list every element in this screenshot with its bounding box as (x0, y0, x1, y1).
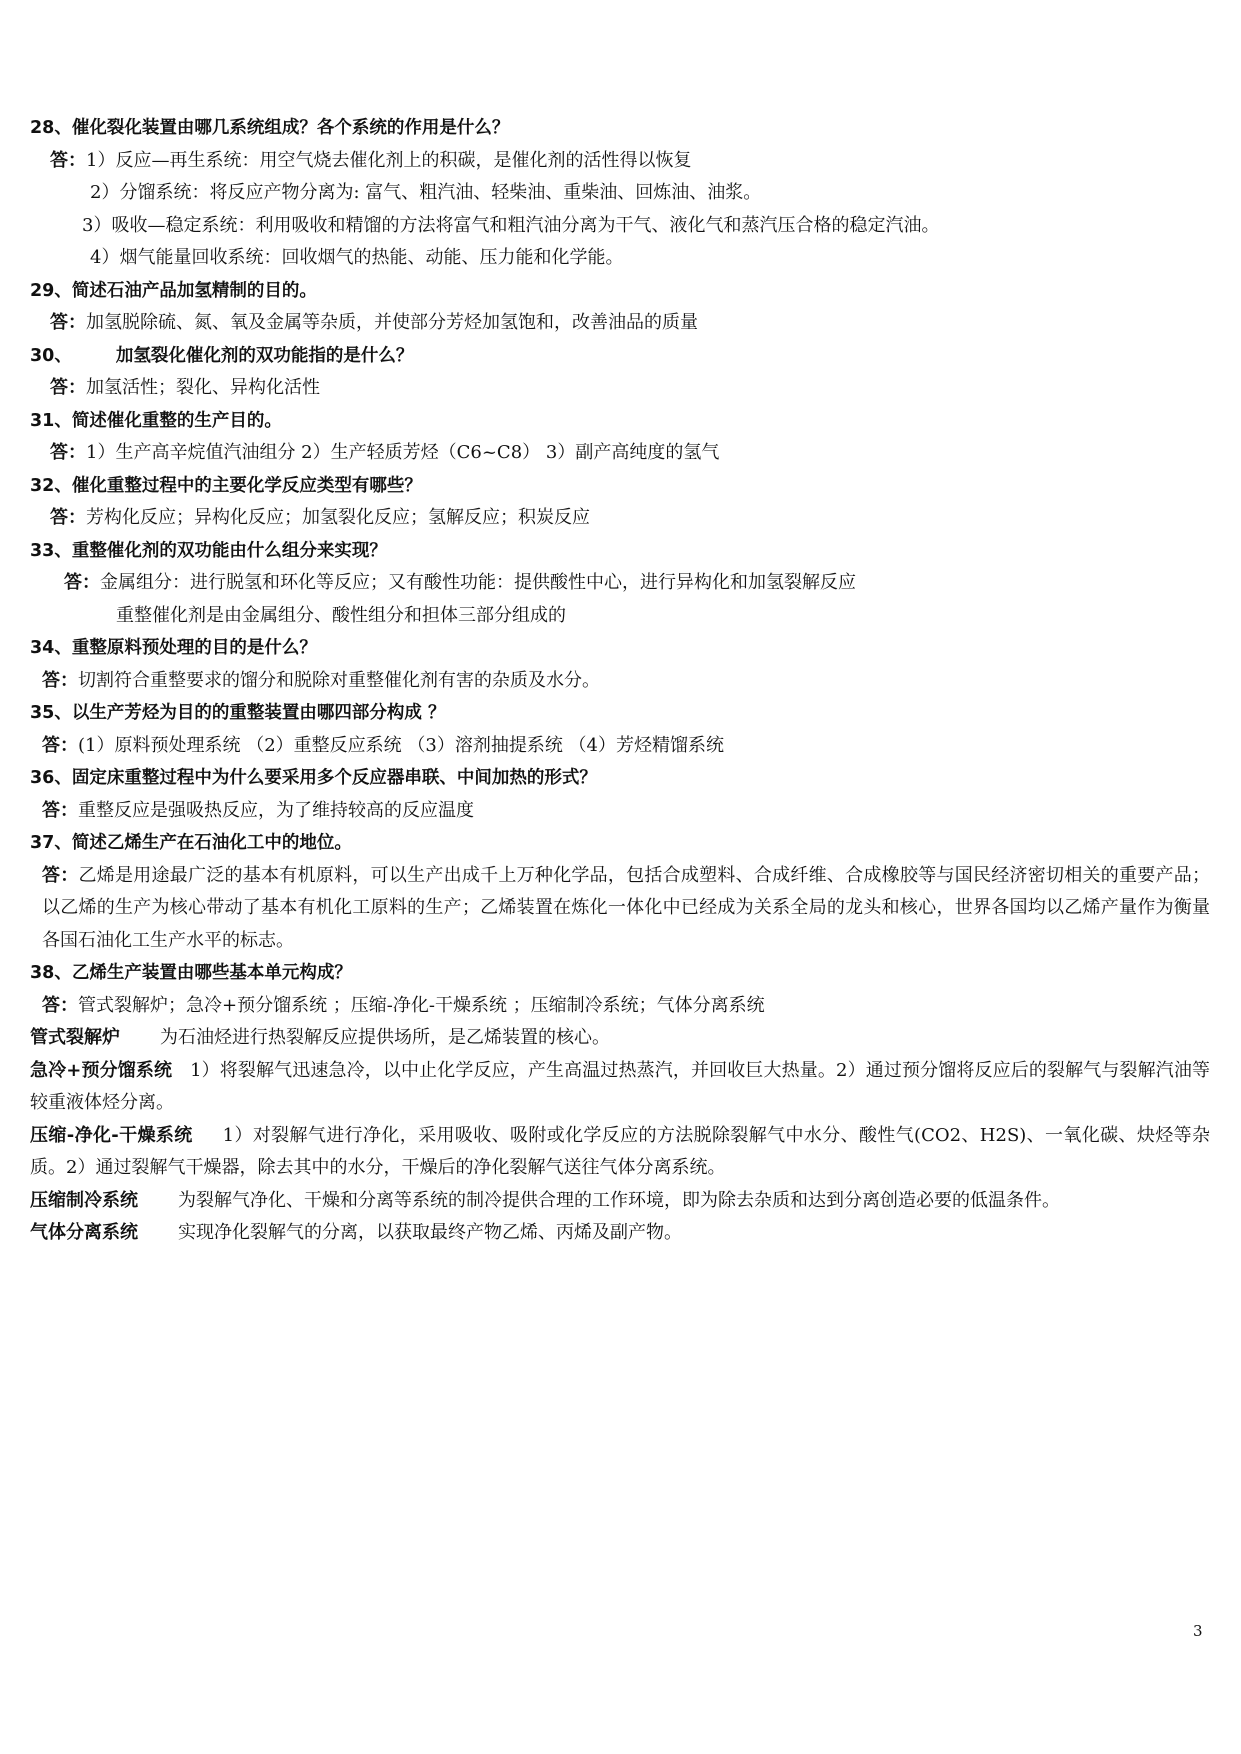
answer-28-line-3: 3）吸收—稳定系统：利用吸收和精馏的方法将富气和粗汽油分离为干气、液化气和蒸汽压合格的稳定汽油。 (82, 214, 940, 236)
answer-text: 1）生产高辛烷值汽油组分 2）生产轻质芳烃（C6~C8） 3）副产高纯度的氢气 (86, 442, 720, 463)
question-33: 33、重整催化剂的双功能由什么组分来实现？ (30, 540, 387, 561)
answer-28-line-2: 2）分馏系统：将反应产物分离为: 富气、粗汽油、轻柴油、重柴油、回炼油、油浆。 (90, 182, 762, 203)
answer-text: 芳构化反应；异构化反应；加氢裂化反应；氢解反应；积炭反应 (86, 507, 590, 528)
question-37: 37、简述乙烯生产在石油化工中的地位。 (30, 833, 352, 853)
unit-compression-purification-drying (30, 1120, 1210, 1185)
question-30 (30, 340, 1210, 373)
unit-term: 急冷+预分馏系统 (30, 1059, 173, 1081)
question-34: 34、重整原料预处理的目的是什么？ (30, 638, 317, 658)
answer-label: 答： (42, 994, 78, 1016)
unit-compression-refrigeration (30, 1185, 1210, 1218)
unit-gas-separation (30, 1217, 1210, 1250)
question-28: 28、催化裂化装置由哪几系统组成？各个系统的作用是什么？ (30, 118, 510, 138)
answer-label: 答： (50, 442, 86, 463)
answer-36 (30, 795, 1210, 828)
unit-description: 实现净化裂解气的分离，以获取最终产物乙烯、丙烯及副产物。 (178, 1222, 682, 1243)
unit-quench-prefractionation (30, 1055, 1210, 1120)
question-31: 31、简述催化重整的生产目的。 (30, 410, 282, 431)
question-32: 32、催化重整过程中的主要化学反应类型有哪些？ (30, 475, 422, 496)
answer-30 (30, 372, 1210, 405)
answer-text: (1）原料预处理系统 （2）重整反应系统 （3）溶剂抽提系统 （4）芳烃精馏系统 (78, 734, 724, 756)
answer-label: 答： (50, 377, 86, 398)
answer-label: 答： (64, 572, 100, 593)
answer-35 (30, 730, 1210, 763)
answer-label: 答： (50, 312, 86, 333)
answer-label: 答： (42, 799, 78, 821)
answer-29 (30, 307, 1210, 340)
answer-text: 加氢脱除硫、氮、氧及金属等杂质，并使部分芳烃加氢饱和，改善油品的质量 (86, 312, 698, 333)
answer-32 (30, 502, 1210, 535)
unit-description: 为裂解气净化、干燥和分离等系统的制冷提供合理的工作环境，即为除去杂质和达到分离创造必要的低温条件。 (178, 1189, 1060, 1211)
unit-term: 气体分离系统 (30, 1222, 138, 1243)
unit-term: 压缩制冷系统 (30, 1189, 138, 1211)
answer-37 (30, 860, 1210, 958)
answer-33-line-2: 重整催化剂是由金属组分、酸性组分和担体三部分组成的 (116, 604, 566, 626)
unit-tubular-furnace (30, 1022, 1210, 1055)
question-text: 加氢裂化催化剂的双功能指的是什么？ (115, 345, 414, 366)
answer-text: 重整反应是强吸热反应，为了维持较高的反应温度 (78, 799, 474, 821)
answer-text: 加氢活性；裂化、异构化活性 (86, 377, 320, 398)
answer-text: 切割符合重整要求的馏分和脱除对重整催化剂有害的杂质及水分。 (78, 669, 600, 691)
answer-label: 答： (50, 507, 86, 528)
unit-description: 1）将裂解气迅速急冷，以中止化学反应，产生高温过热蒸汽，并回收巨大热量。2）通过预分馏将反应后的裂解气与裂解汽油等较重液体烃分离。 (30, 1059, 1210, 1113)
unit-description: 为石油烃进行热裂解反应提供场所，是乙烯装置的核心。 (160, 1027, 610, 1048)
answer-28-line-4: 4）烟气能量回收系统：回收烟气的热能、动能、压力能和化学能。 (90, 247, 624, 268)
question-number: 30、 (30, 345, 72, 366)
answer-label: 答： (42, 864, 79, 886)
answer-28-line-1 (30, 145, 1210, 178)
answer-33-line-1 (30, 567, 1210, 600)
answer-label: 答： (50, 149, 86, 171)
answer-text: 乙烯是用途最广泛的基本有机原料，可以生产出成千上万种化学品，包括合成塑料、合成纤维、合成橡胶等与国民经济密切相关的重要产品；以乙烯的生产为核心带动了基本有机化工原料的生产；乙烯装置在炼化一体化中已经成为关系全局的龙头和核心，世界各国均以乙烯产量作为衡量各国石油化工生产水平的标志。 (42, 864, 1211, 951)
answer-34 (30, 665, 1210, 698)
answer-38 (30, 990, 1210, 1023)
question-29: 29、简述石油产品加氢精制的目的。 (30, 280, 317, 301)
answer-label: 答： (42, 734, 78, 756)
answer-label: 答： (42, 669, 78, 691)
question-35: 35、以生产芳烃为目的的重整装置由哪四部分构成 ？ (30, 703, 446, 723)
answer-text: 金属组分：进行脱氢和环化等反应；又有酸性功能：提供酸性中心，进行异构化和加氢裂解反应 (100, 572, 856, 593)
question-36: 36、固定床重整过程中为什么要采用多个反应器串联、中间加热的形式？ (30, 768, 597, 788)
question-38: 38、乙烯生产装置由哪些基本单元构成？ (30, 963, 352, 983)
document-body (30, 112, 1210, 1250)
unit-description: 1）对裂解气进行净化，采用吸收、吸附或化学反应的方法脱除裂解气中水分、酸性气(CO2、H2S)、一氧化碳、炔烃等杂质。2）通过裂解气干燥器，除去其中的水分，干燥后的净化裂解气送往气体分离系统。 (30, 1124, 1210, 1178)
unit-term: 压缩-净化-干燥系统 (30, 1124, 193, 1146)
answer-text: 管式裂解炉；急冷+预分馏系统 ；压缩-净化-干燥系统 ；压缩制冷系统；气体分离系统 (78, 994, 765, 1016)
page-number: 3 (1193, 1622, 1203, 1640)
unit-term: 管式裂解炉 (30, 1027, 120, 1048)
answer-text: 1）反应—再生系统：用空气烧去催化剂上的积碳，是催化剂的活性得以恢复 (86, 149, 692, 171)
answer-31 (30, 437, 1210, 470)
